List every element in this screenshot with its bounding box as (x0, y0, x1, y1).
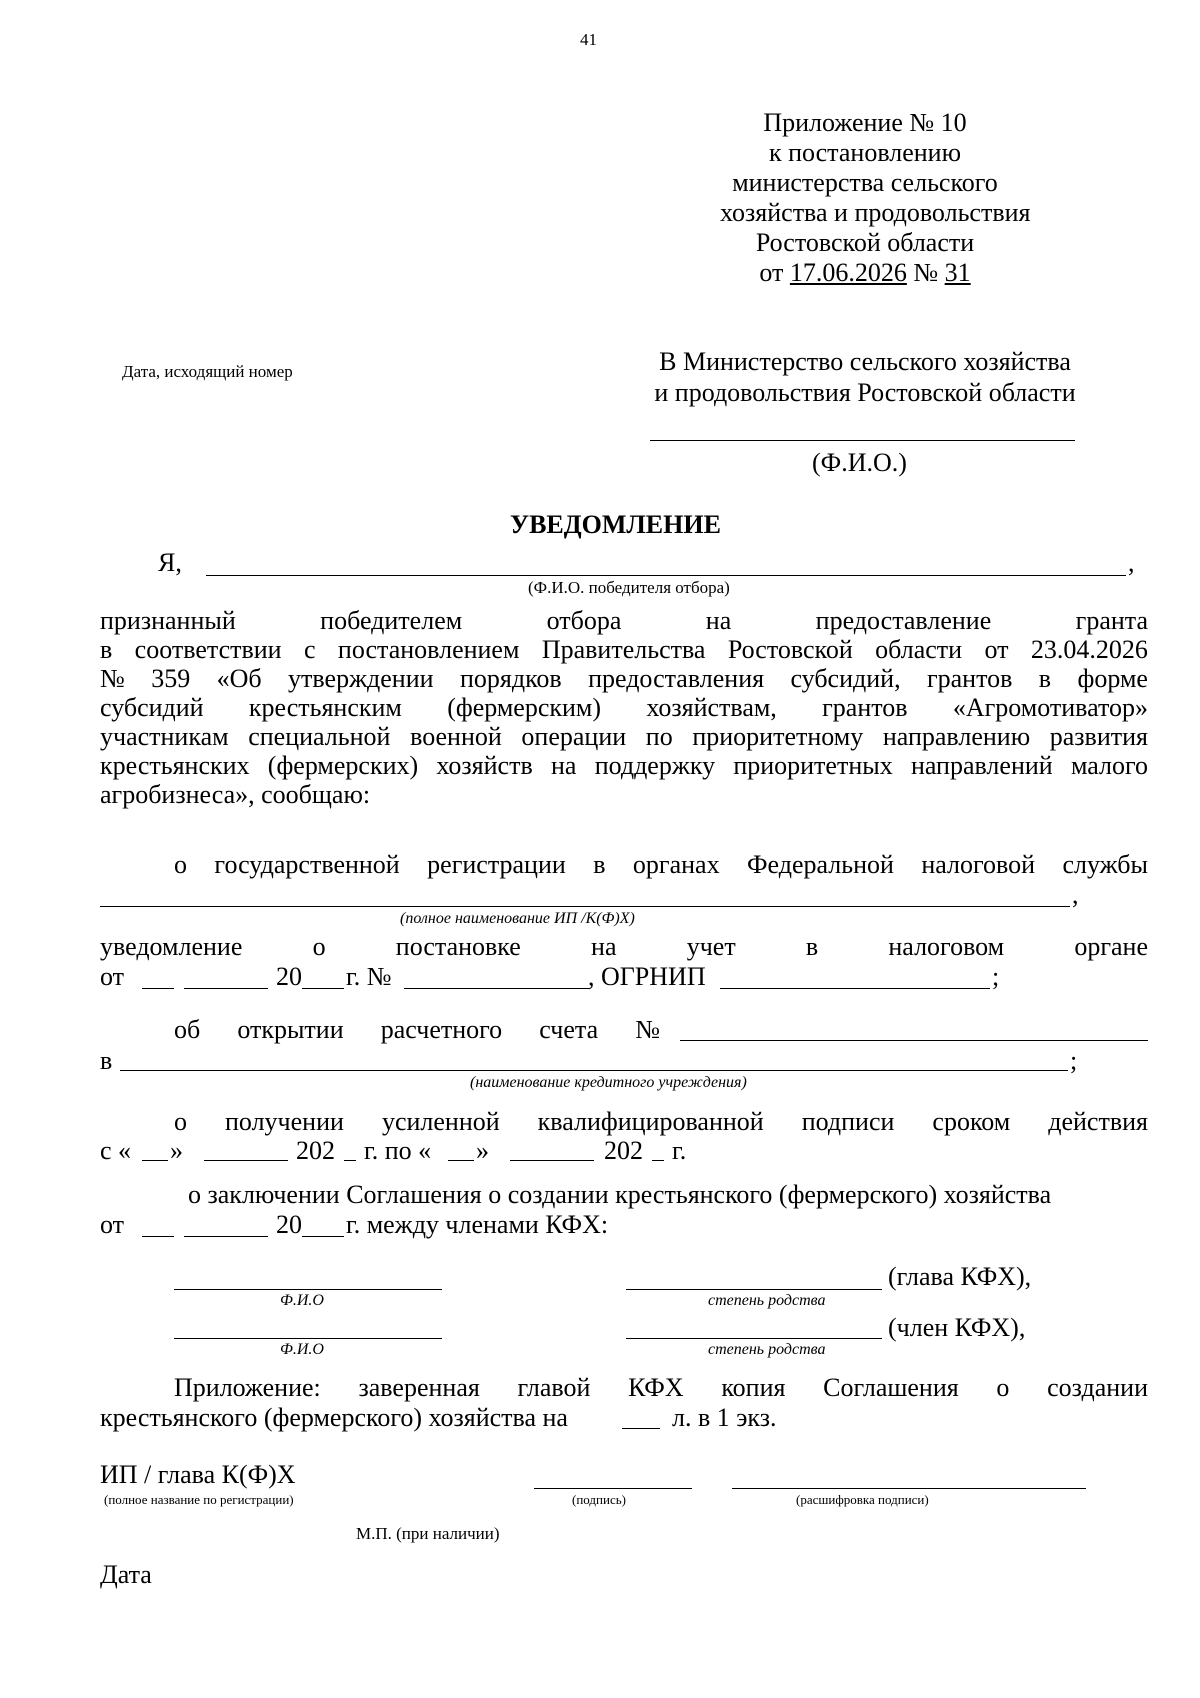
intro-word: (фермерских) (267, 751, 419, 780)
attachment-word: КФХ (628, 1373, 684, 1402)
footer-head: ИП / глава К(Ф)Х (100, 1460, 296, 1489)
registration-ot: от (100, 962, 125, 991)
intro-word: участникам (100, 722, 229, 751)
intro-word: «Об (216, 664, 262, 693)
intro-word: грантов (926, 664, 1013, 693)
registration-g-num: г. № (346, 962, 392, 991)
reg-number-line (404, 988, 590, 989)
intro-word: на (705, 606, 732, 635)
intro-word: по (645, 722, 673, 751)
account-number-line (680, 1040, 1148, 1041)
agreement-row-1: о заключении Соглашения о создании крестьянского (фермерского) хозяйства (188, 1180, 1052, 1209)
ogrnip-line (720, 988, 990, 989)
member-1-relation-caption: степень родства (708, 1292, 826, 1309)
attachment-word: заверенная (358, 1373, 480, 1402)
registration-word: о (312, 932, 326, 961)
registration-end: ; (992, 962, 1000, 991)
sig-to-year-line (652, 1160, 664, 1161)
appendix-num: 31 (944, 258, 971, 287)
intro-word: № (100, 664, 125, 693)
footer-mp: М.П. (при наличии) (356, 1524, 500, 1543)
member-2-fio-line (174, 1338, 442, 1339)
intro-word: приоритетному (692, 722, 864, 751)
intro-word: на (550, 751, 577, 780)
signature-word: действия (1048, 1107, 1148, 1136)
sig-g: г. (672, 1136, 687, 1165)
registration-word: органах (632, 850, 720, 879)
ip-name-line (100, 906, 1070, 907)
registration-20: 20 (276, 962, 302, 991)
intro-word: предоставления (588, 664, 765, 693)
intro-word: Правительства (541, 635, 706, 664)
attachment-word: копия (721, 1373, 786, 1402)
attachment-pages-line (622, 1428, 660, 1429)
intro-row-2 (100, 635, 1148, 665)
registration-word: регистрации (427, 850, 566, 879)
member-1-fio-caption: Ф.И.О (280, 1292, 324, 1309)
sig-from-month-line (204, 1160, 288, 1161)
intro-row-6 (100, 751, 1148, 781)
signature-word: сроком (932, 1107, 1011, 1136)
member-2-relation-line (626, 1338, 882, 1339)
sig-202b: 202 (604, 1136, 643, 1165)
intro-word: в (100, 635, 113, 664)
attachment-row-2b: л. в 1 экз. (672, 1403, 777, 1432)
reg-month-line (184, 988, 268, 989)
winner-fio-caption: (Ф.И.О. победителя отбора) (528, 578, 730, 597)
intro-word: 359 (151, 664, 191, 693)
sig-c: с « (100, 1136, 132, 1165)
intro-row-4 (100, 693, 1148, 723)
intro-word: постановлением (337, 635, 520, 664)
intro-word: грантов (822, 693, 908, 722)
registration-word: на (591, 932, 617, 961)
intro-word: в (1038, 664, 1052, 693)
registration-word: службы (1062, 850, 1148, 879)
ip-name-caption: (полное наименование ИП /К(Ф)Х) (400, 910, 635, 927)
addressee-fio-line (650, 440, 1075, 441)
attachment-word: главой (517, 1373, 591, 1402)
account-end: ; (1070, 1046, 1078, 1075)
signature-word: усиленной (381, 1107, 500, 1136)
appendix-line-2: к постановлению (768, 138, 962, 167)
registration-word: учет (686, 932, 736, 961)
account-word: об (174, 1015, 201, 1044)
appendix-line-4: хозяйства и продовольствия (720, 198, 1031, 227)
signature-word: квалифицированной (537, 1107, 764, 1136)
page-number: 41 (580, 30, 597, 49)
intro-word: развития (1049, 722, 1148, 751)
sig-q2: » (476, 1136, 489, 1165)
intro-word: хозяйств (436, 751, 533, 780)
intro-word: соответствии (134, 635, 282, 664)
intro-word: предоставление (815, 606, 992, 635)
addressee-block (620, 346, 1110, 408)
account-word: № (635, 1015, 660, 1044)
intro-word: операции (521, 722, 627, 751)
intro-word: специальной (248, 722, 391, 751)
intro-word: гранта (1075, 606, 1148, 635)
addressee-line-2: и продовольствия Ростовской области (654, 378, 1076, 407)
bank-name-caption: (наименование кредитного учреждения) (470, 1074, 747, 1091)
intro-word: победителем (320, 606, 463, 635)
appendix-block (720, 108, 1031, 288)
bank-name-line (120, 1070, 1068, 1071)
sig-from-day-line (142, 1160, 168, 1161)
agr-year-line (302, 1236, 344, 1237)
intro-row-1 (100, 606, 1148, 636)
agr-month-line (184, 1236, 268, 1237)
sig-q1: » (170, 1136, 183, 1165)
reg-year-line (302, 988, 344, 989)
intro-word: направлению (882, 722, 1031, 751)
agr-day-line (142, 1236, 174, 1237)
footer-decode-line (732, 1488, 1086, 1489)
intro-ya: Я, (158, 548, 182, 577)
registration-word: налоговом (888, 932, 1005, 961)
intro-word: от (984, 635, 1009, 664)
addressee-line-1: В Министерство сельского хозяйства (659, 347, 1071, 376)
account-row-1 (174, 1015, 660, 1045)
registration-word: государственной (214, 850, 400, 879)
footer-date: Дата (100, 1560, 152, 1589)
signature-word: подписи (801, 1107, 895, 1136)
registration-word: постановке (395, 932, 521, 961)
intro-word: субсидий, (790, 664, 901, 693)
attachment-word: Соглашения (823, 1373, 959, 1402)
registration-word: Федеральной (747, 850, 894, 879)
sig-to-day-line (448, 1160, 474, 1161)
intro-row-7: агробизнеса», сообщаю: (100, 780, 371, 809)
intro-word: отбора (546, 606, 622, 635)
account-word: счета (539, 1015, 599, 1044)
intro-row-5 (100, 722, 1148, 752)
member-2-fio-caption: Ф.И.О (280, 1341, 324, 1358)
footer-sign-line (534, 1488, 692, 1489)
member-1-fio-line (174, 1289, 442, 1290)
date-outgoing-label: Дата, исходящий номер (122, 362, 293, 381)
attachment-row-1 (174, 1373, 1148, 1403)
appendix-line-1: Приложение № 10 (763, 108, 967, 137)
document-title: УВЕДОМЛЕНИЕ (510, 510, 721, 539)
member-1-role: (глава КФХ), (888, 1262, 1032, 1291)
registration-row-3 (100, 932, 1148, 962)
intro-word: с (303, 635, 316, 664)
registration-word: в (805, 932, 819, 961)
intro-word: хозяйствам, (646, 693, 777, 722)
attachment-word: создании (1047, 1373, 1148, 1402)
agreement-ot: от (100, 1210, 125, 1239)
appendix-line-3: министерства сельского (732, 168, 998, 197)
account-v: в (100, 1046, 113, 1075)
signature-word: о (174, 1107, 187, 1136)
account-word: открытии (237, 1015, 344, 1044)
registration-word: уведомление (100, 932, 243, 961)
winner-fio-line (206, 575, 1126, 576)
registration-word: в (593, 850, 606, 879)
member-1-relation-line (626, 1289, 882, 1290)
registration-word: налоговой (921, 850, 1036, 879)
intro-word: малого (1070, 751, 1148, 780)
appendix-date-line (720, 258, 1010, 288)
intro-word: утверждении (288, 664, 434, 693)
intro-word: крестьянским (248, 693, 402, 722)
appendix-date-prefix: от (759, 258, 784, 287)
intro-word: 23.04.2026 (1030, 635, 1148, 664)
intro-word: признанный (100, 606, 236, 635)
agreement-20: 20 (276, 1210, 302, 1239)
ip-name-comma: , (1072, 880, 1079, 909)
signature-word: получении (225, 1107, 344, 1136)
member-2-role: (член КФХ), (888, 1313, 1026, 1342)
attachment-word: о (996, 1373, 1010, 1402)
intro-word: субсидий (100, 693, 204, 722)
account-word: расчетного (380, 1015, 503, 1044)
member-2-relation-caption: степень родства (708, 1341, 826, 1358)
signature-key-row-1 (174, 1107, 1148, 1137)
appendix-date: 17.06.2026 (789, 258, 907, 287)
footer-name-caption: (полное название по регистрации) (104, 1492, 294, 1507)
appendix-num-prefix: № (913, 258, 939, 287)
intro-word: крестьянских (100, 751, 250, 780)
intro-word: области (875, 635, 963, 664)
appendix-line-5: Ростовской области (755, 228, 975, 257)
intro-word: (фермерским) (447, 693, 602, 722)
registration-word: о (174, 850, 187, 879)
intro-word: порядков (459, 664, 562, 693)
sig-to-month-line (510, 1160, 594, 1161)
intro-word: форме (1077, 664, 1148, 693)
intro-word: военной (410, 722, 502, 751)
intro-word: «Агромотиватор» (952, 693, 1148, 722)
footer-decode-caption: (расшифровка подписи) (796, 1492, 929, 1507)
sig-202a: 202 (296, 1136, 335, 1165)
attachment-word: Приложение: (174, 1373, 321, 1402)
footer-sign-caption: (подпись) (572, 1492, 626, 1507)
intro-word: направлений (910, 751, 1053, 780)
registration-word: органе (1074, 932, 1148, 961)
agreement-rest: г. между членами КФХ: (346, 1210, 609, 1239)
registration-row-1 (174, 850, 1148, 880)
sig-po: г. по « (364, 1136, 432, 1165)
sig-from-year-line (344, 1160, 356, 1161)
intro-word: поддержку (594, 751, 716, 780)
attachment-row-2a: крестьянского (фермерского) хозяйства на (100, 1403, 568, 1432)
addressee-fio-caption: (Ф.И.О.) (812, 448, 907, 477)
reg-day-line (142, 988, 174, 989)
intro-comma: , (1128, 548, 1135, 577)
intro-word: Ростовской (727, 635, 853, 664)
intro-row-3 (100, 664, 1148, 694)
registration-ogrnip: , ОГРНИП (588, 962, 706, 991)
intro-word: приоритетных (733, 751, 893, 780)
